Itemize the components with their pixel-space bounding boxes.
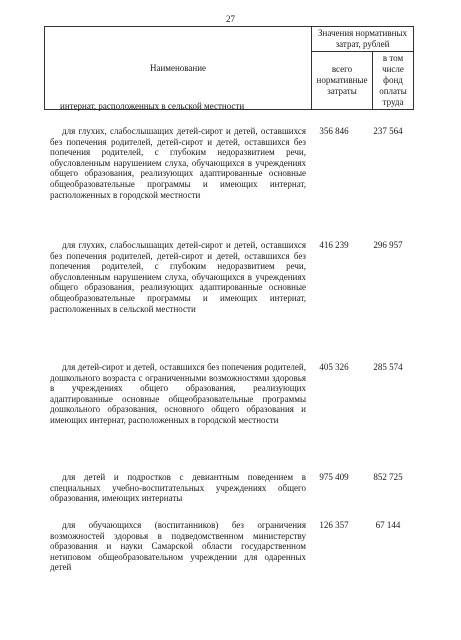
row-total: 356 846 (319, 126, 349, 136)
table-header (44, 26, 414, 110)
row-text: для глухих, слабослышащих детей-сирот и детей, оставшихся без попечения родителей, детей-сирот и детей, оставшихся без попечения родителей, с глубоким недоразвитием речи, обусловленным нарушением слуха, обучающихся в учреждениях общего образования, реализующих адаптированные основные общеобразовательные программы и имеющих интернат, расположенных в сельской местности (50, 240, 306, 314)
carry-over-text: интернат, расположенных в сельской местности (60, 101, 245, 111)
row-text: для обучающихся (воспитанников) без ограничения возможностей здоровья в подведомственном министерству образования и науки Самарской области государственном нетиповом общеобразовательном учреждении для одаренных детей (50, 520, 306, 573)
row-total: 126 357 (319, 520, 349, 530)
header-wage: в том числе фонд оплаты труда (373, 52, 414, 110)
page-number: 27 (226, 14, 235, 24)
row-total: 405 326 (319, 362, 349, 372)
row-text: для глухих, слабослышащих детей-сирот и детей, оставшихся без попечения родителей, детей-сирот и детей, оставшихся без попечения родителей, с глубоким недоразвитием речи, обусловленным нарушением слуха, обучающихся в учреждениях общего образования, реализующих адаптированные основные общеобразовательные программы и имеющих интернат, расположенных в городской местности (50, 126, 306, 200)
row-wage: 285 574 (373, 362, 403, 372)
row-text: для детей и подростков с девиантным поведением в специальных учебно-воспитательных учреждениях общего образования, имеющих интернаты (50, 472, 306, 504)
row-wage: 296 957 (373, 240, 403, 250)
row-text: для детей-сирот и детей, оставшихся без попечения родителей, дошкольного возраста с ограниченными возможностями здоровья в учреждениях общего образования, реализующих адаптированные основные общеобразовательные программы дошкольного образования, основного общего образования и имеющих интернат, расположенных в городской местности (50, 362, 306, 425)
row-total: 975 409 (319, 472, 349, 482)
header-values-group: Значения нормативных затрат, рублей (312, 27, 414, 52)
header-total: всего нормативные затраты (312, 52, 373, 110)
header-name: Наименование (45, 27, 312, 110)
row-total: 416 239 (319, 240, 349, 250)
row-wage: 67 144 (375, 520, 401, 530)
row-wage: 852 725 (373, 472, 403, 482)
row-wage: 237 564 (373, 126, 403, 136)
